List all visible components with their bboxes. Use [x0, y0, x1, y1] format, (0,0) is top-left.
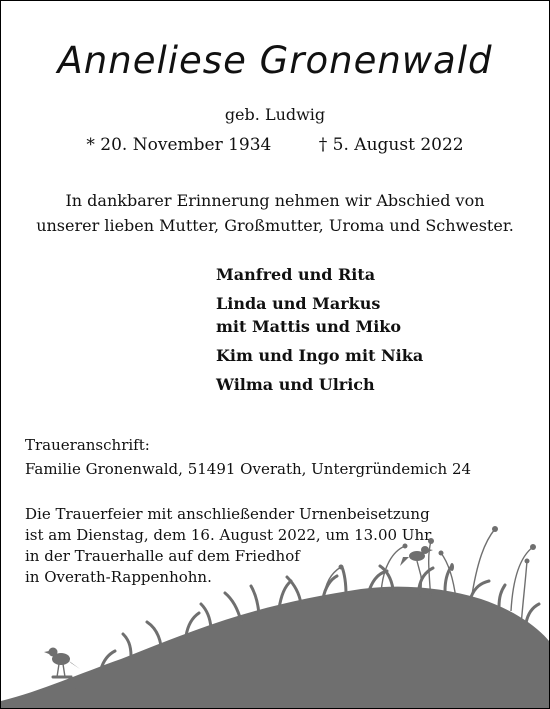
mourners-list: [216, 263, 423, 396]
deceased-name: Anneliese Gronenwald: [57, 39, 493, 82]
mourner-entry: Wilma und Ulrich: [216, 375, 375, 394]
farewell-text: [1, 188, 549, 238]
farewell-line: unserer lieben Mutter, Großmutter, Uroma und Schwester.: [36, 216, 514, 235]
mourner-entry: Linda und Markus: [216, 294, 381, 313]
funeral-line: ist am Dienstag, dem 16. August 2022, um 13.00 Uhr: [25, 526, 432, 544]
mourner-entry: mit Mattis und Miko: [216, 317, 402, 336]
death-date: † 5. August 2022: [318, 135, 464, 155]
funeral-details: [25, 504, 431, 588]
birth-name: geb. Ludwig: [224, 105, 326, 124]
farewell-line: In dankbarer Erinnerung nehmen wir Abschied von: [65, 191, 485, 210]
mourner-entry: Manfred und Rita: [216, 265, 376, 284]
mourning-address: [25, 433, 471, 481]
funeral-line: Die Trauerfeier mit anschließender Urnenbeisetzung: [25, 505, 430, 523]
life-dates: [1, 135, 549, 155]
funeral-line: in Overath-Rappenhohn.: [25, 568, 212, 586]
address-label: Traueranschrift:: [25, 436, 150, 454]
address-value: Familie Gronenwald, 51491 Overath, Untergründemich 24: [25, 460, 472, 478]
funeral-line: in der Trauerhalle auf dem Friedhof: [25, 547, 300, 565]
mourner-entry: Kim und Ingo mit Nika: [216, 346, 424, 365]
birth-date: * 20. November 1934: [86, 135, 272, 155]
